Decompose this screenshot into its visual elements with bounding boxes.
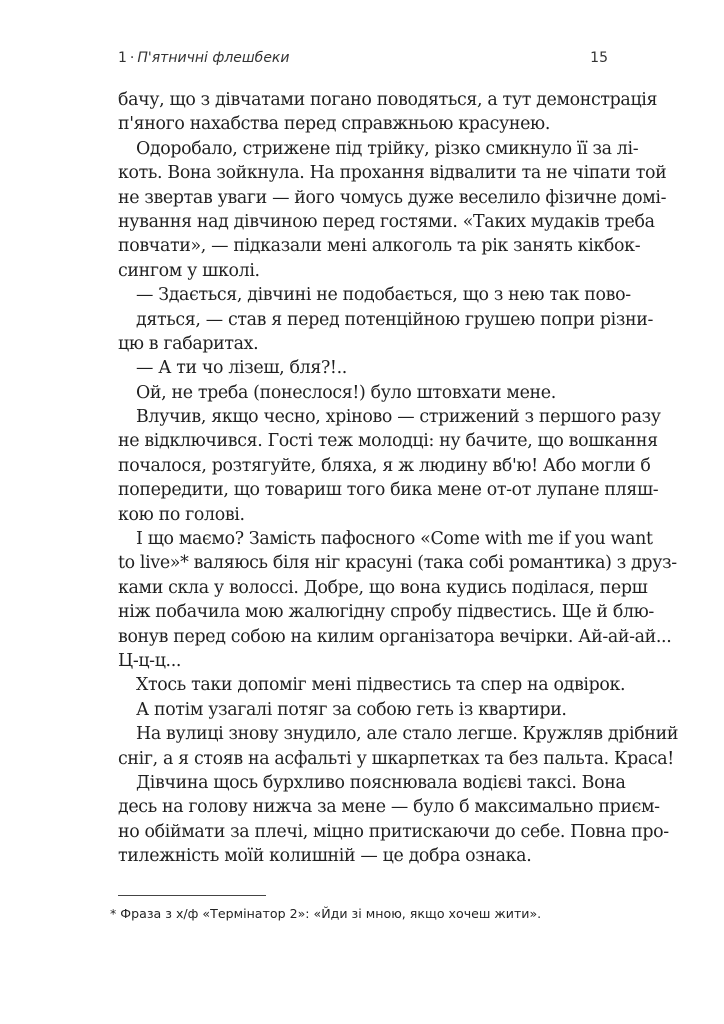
body-line: На вулиці знову знудило, але стало легше. Кружляв дрібний	[136, 724, 679, 745]
body-line: сніг, а я стояв на асфальті у шкарпетках та без пальта. Краса!	[118, 748, 674, 769]
body-line: — А ти чо лізеш, бля?!..	[136, 358, 347, 379]
body-line: дяться, — став я перед потенційною грушею попри різни-	[136, 309, 654, 330]
chapter-title: П'ятничні флешбеки	[137, 50, 290, 66]
body-line: десь на голову нижча за мене — було б максимально приєм-	[118, 797, 660, 818]
body-line: не відключився. Гості теж молодці: ну бачите, що вошкання	[118, 431, 658, 452]
body-line: І що маємо? Замість пафосного «Come with me if you want	[136, 529, 653, 550]
body-line: — Здається, дівчині не подобається, що з нею так пово-	[136, 285, 631, 306]
body-line: повчати», — підказали мені алкоголь та рік занять кікбок-	[118, 236, 641, 257]
body-line: нування над дівчиною перед гостями. «Таких мудаків треба	[118, 211, 655, 232]
body-line: п'яного нахабства перед справжньою красунею.	[118, 114, 551, 135]
body-line: коть. Вона зойкнула. На прохання відвалити та не чіпати той	[118, 163, 667, 184]
page-number: 15	[590, 50, 608, 66]
body-line: Ц-ц-ц...	[118, 650, 182, 671]
body-line: Дівчина щось бурхливо пояснювала водієві таксі. Вона	[136, 772, 626, 793]
chapter-number: 1	[118, 50, 127, 66]
body-line: ніж побачила мою жалюгідну спробу підвестись. Ще й блю-	[118, 602, 654, 623]
running-header	[118, 50, 608, 72]
body-line: Влучив, якщо чесно, хріново — стрижений з першого разу	[136, 407, 661, 428]
header-separator: ·	[129, 50, 135, 66]
body-line: Хтось таки допоміг мені підвестись та спер на одвірок.	[136, 675, 626, 696]
chapter-heading	[118, 50, 290, 66]
body-line: ками скла у волоссі. Добре, що вона кудись поділася, перш	[118, 577, 648, 598]
body-line: вонув перед собою на килим організатора вечірки. Ай-ай-ай...	[118, 626, 672, 647]
footnote: * Фраза з х/ф «Термінатор 2»: «Йди зі мною, якщо хочеш жити».	[110, 906, 542, 921]
body-line: цю в габаритах.	[118, 333, 259, 354]
body-line: не звертав уваги — його чомусь дуже веселило фізичне домі-	[118, 187, 667, 208]
body-line: сингом у школі.	[118, 260, 260, 281]
body-line: to live»* валяюсь біля ніг красуні (така собі романтика) з друз-	[118, 553, 677, 574]
body-line: бачу, що з дівчатами погано поводяться, а тут демонстрація	[118, 90, 658, 110]
body-line: но обіймати за плечі, міцно притискаючи до себе. Повна про-	[118, 821, 669, 842]
body-text	[118, 88, 679, 869]
body-line: Одоробало, стрижене під трійку, різко смикнуло її за лі-	[136, 138, 639, 159]
body-line: почалося, розтягуйте, бляха, я ж людину вб'ю! Або могли б	[118, 455, 651, 476]
body-line: Ой, не треба (понеслося!) було штовхати мене.	[136, 382, 556, 403]
body-line: тилежність моїй колишній — це добра ознака.	[118, 846, 532, 867]
body-line: попередити, що товариш того бика мене от-от лупане пляш-	[118, 480, 659, 501]
body-line: кою по голові.	[118, 504, 245, 525]
footnote-divider	[118, 895, 266, 896]
body-line: А потім узагалі потяг за собою геть із квартири.	[136, 699, 567, 720]
